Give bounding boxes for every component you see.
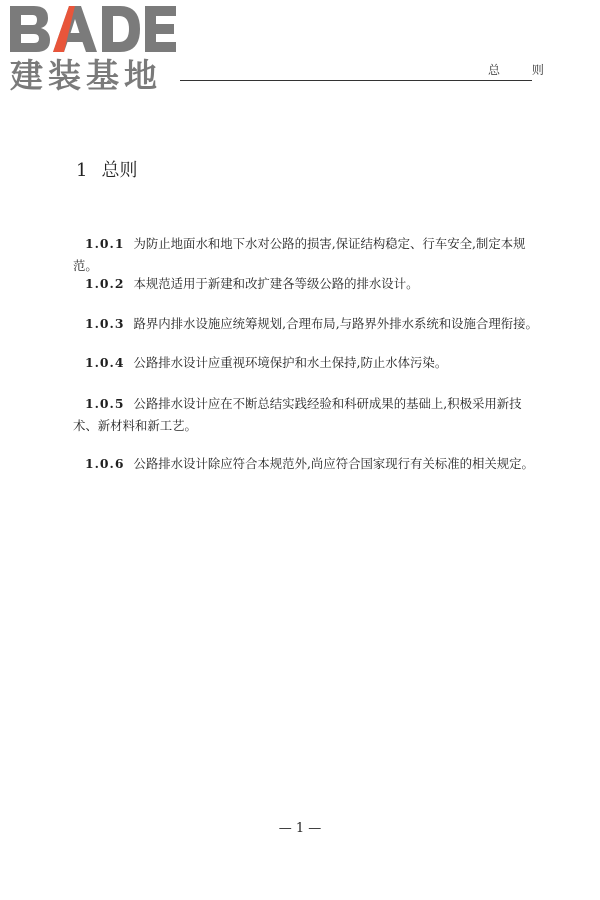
logo-chinese-text: 建装基地 [10, 56, 162, 95]
clause-1-0-5 [73, 393, 543, 437]
clause-1-0-6 [73, 453, 543, 475]
chapter-heading [76, 156, 137, 182]
clause-text: 公路排水设计应重视环境保护和水土保持,防止水体污染。 [133, 355, 448, 370]
clause-number: 1.0.3 [85, 316, 125, 331]
clause-1-0-2 [73, 273, 543, 295]
bade-wordmark-logo [8, 4, 178, 54]
page-number: — 1 — [278, 821, 322, 836]
running-header-title: 总 则 [488, 63, 558, 77]
clause-number: 1.0.2 [85, 276, 125, 291]
site-logo [8, 4, 183, 96]
clause-1-0-4 [73, 352, 543, 374]
clause-text: 为防止地面水和地下水对公路的损害,保证结构稳定、行车安全,制定本规范。 [73, 236, 526, 273]
clause-number: 1.0.6 [85, 456, 125, 471]
clause-number: 1.0.4 [85, 355, 125, 370]
chapter-number: 1 [76, 160, 88, 181]
clause-text: 公路排水设计应在不断总结实践经验和科研成果的基础上,积极采用新技术、新材料和新工艺。 [73, 396, 522, 433]
clause-number: 1.0.5 [85, 396, 125, 411]
clause-text: 路界内排水设施应统筹规划,合理布局,与路界外排水系统和设施合理衔接。 [133, 316, 538, 331]
clause-number: 1.0.1 [85, 236, 125, 251]
clause-text: 公路排水设计除应符合本规范外,尚应符合国家现行有关标准的相关规定。 [133, 456, 534, 471]
chapter-title: 总则 [101, 160, 138, 181]
clause-text: 本规范适用于新建和改扩建各等级公路的排水设计。 [133, 276, 419, 291]
header-divider [180, 80, 532, 81]
clause-1-0-3 [73, 313, 543, 335]
clause-1-0-1 [73, 233, 543, 277]
